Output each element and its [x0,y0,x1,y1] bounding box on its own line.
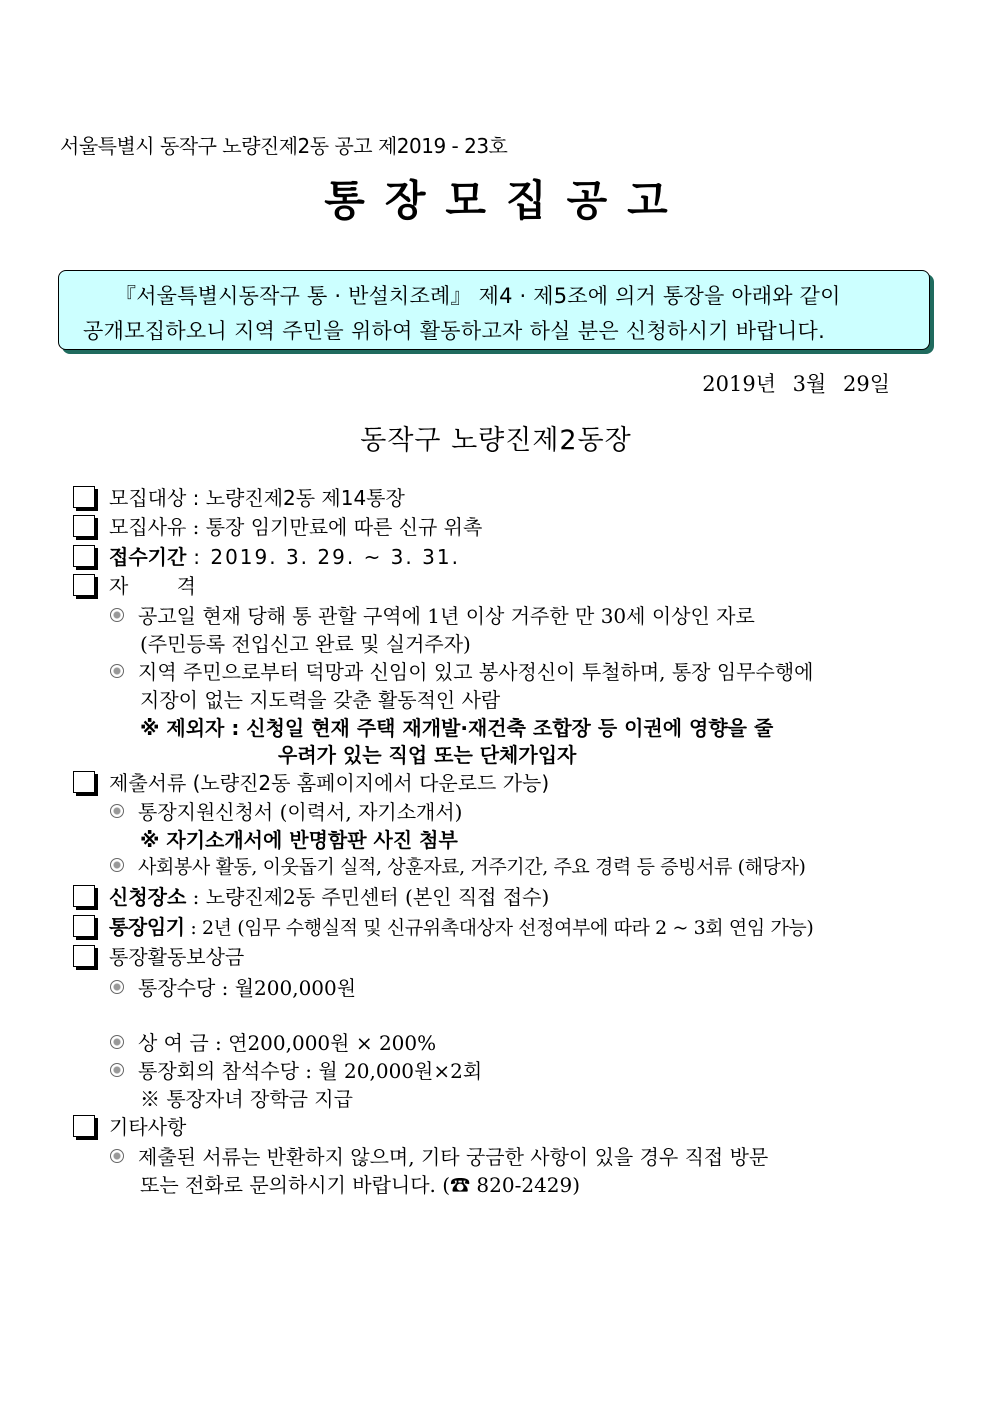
bullet-icon [110,1063,124,1077]
item-target [73,482,405,511]
intro-box [58,270,930,350]
item-label: 자 격 [109,574,196,598]
docs-1-text: 통장지원신청서 (이력서, 자기소개서) [138,800,463,824]
reward-2-text: 상 여 금 : 연200,000원 × 200% [138,1031,437,1055]
bullet-icon [110,804,124,818]
issuer: 동작구 노량진제2동장 [360,425,632,456]
etc-1-text: 제출된 서류는 반환하지 않으며, 기타 궁금한 사항이 있을 경우 직접 방문 [138,1145,769,1169]
exclusion-line-1: ※ 제외자 : 신청일 현재 주택 재개발·재건축 조합장 등 이권에 영향을 줄 [140,716,774,740]
reward-bullet-1 [110,972,356,1001]
item-label: 제출서류 (노량진2동 홈페이지에서 다운로드 가능) [109,771,550,795]
qual-bullet-1 [110,600,755,629]
checkbox-icon [73,771,95,793]
docs-1-note: ※ 자기소개서에 반명함판 사진 첨부 [140,828,458,852]
item-value: : 2019. 3. 29. ~ 3. 31. [193,545,460,569]
bullet-icon [110,1149,124,1163]
item-reward [73,941,244,970]
docs-bullet-1 [110,796,462,825]
qual-2-text: 지역 주민으로부터 덕망과 신임이 있고 봉사정신이 투철하며, 통장 임무수행에 [138,660,814,684]
intro-line-2: 공개모집하오니 지역 주민을 위하여 활동하고자 하실 분은 신청하시기 바랍니다. [83,319,826,343]
intro-line-1: 『서울특별시동작구 통 · 반설치조례』 제4 · 제5조에 의거 통장을 아래와 같이 [115,284,841,308]
bullet-icon [110,664,124,678]
title-text: 통장모집공고 [324,176,688,225]
bullet-icon [110,1035,124,1049]
bullet-icon [110,858,124,872]
item-qualification [73,570,196,599]
reward-bullet-2 [110,1027,436,1056]
checkbox-icon [73,1115,95,1137]
checkbox-icon [73,486,95,508]
item-period [73,541,460,570]
qual-2-cont: 지장이 없는 지도력을 갖춘 활동적인 사람 [140,688,501,712]
notice-number: 서울특별시 동작구 노량진제2동 공고 제2019 - 23호 [60,134,508,158]
item-label: 접수기간 [109,545,187,569]
bullet-icon [110,608,124,622]
bullet-icon [110,980,124,994]
reward-1-text: 통장수당 : 월200,000원 [138,976,357,1000]
reward-3-note: ※ 통장자녀 장학금 지급 [140,1087,353,1111]
reward-3-text: 통장회의 참석수당 : 월 20,000원×2회 [138,1059,483,1083]
item-label: 기타사항 [109,1115,187,1139]
item-label: 통장활동보상금 [109,945,245,969]
item-label: 모집사유 [109,515,187,539]
item-value: : 통장 임기만료에 따른 신규 위촉 [192,515,483,539]
etc-1-cont: 또는 전화로 문의하시기 바랍니다. (☎ 820-2429) [140,1173,581,1197]
page-title [0,168,992,228]
qual-1-text: 공고일 현재 당해 통 관할 구역에 1년 이상 거주한 만 30세 이상인 자로 [138,604,755,628]
item-value: : 노량진제2동 주민센터 (본인 직접 접수) [192,885,550,909]
item-etc [73,1111,186,1140]
checkbox-icon [73,915,95,937]
checkbox-icon [73,945,95,967]
item-value: : 2년 (임무 수행실적 및 신규위촉대상자 선정여부에 따라 2 ~ 3회 연임 가능) [190,917,814,939]
item-documents [73,767,549,796]
checkbox-icon [73,545,95,567]
checkbox-icon [73,885,95,907]
qual-1-cont: (주민등록 전입신고 완료 및 실거주자) [140,632,471,656]
item-place [73,881,549,910]
item-term [73,911,813,940]
item-label: 모집대상 [109,486,187,510]
docs-2-text: 사회봉사 활동, 이웃돕기 실적, 상훈자료, 거주기간, 주요 경력 등 증빙서류 (해당자) [138,856,806,878]
exclusion-line-2: 우려가 있는 직업 또는 단체가입자 [278,743,577,767]
docs-bullet-2 [110,852,806,879]
notice-date: 2019년 3월 29일 [702,372,890,396]
qual-bullet-2 [110,656,813,685]
item-label: 통장임기 [109,915,185,939]
item-value: : 노량진제2동 제14통장 [192,486,405,510]
reward-bullet-3 [110,1055,482,1084]
checkbox-icon [73,515,95,537]
etc-bullet-1 [110,1141,768,1170]
item-reason [73,511,482,540]
checkbox-icon [73,574,95,596]
item-label: 신청장소 [109,885,187,909]
